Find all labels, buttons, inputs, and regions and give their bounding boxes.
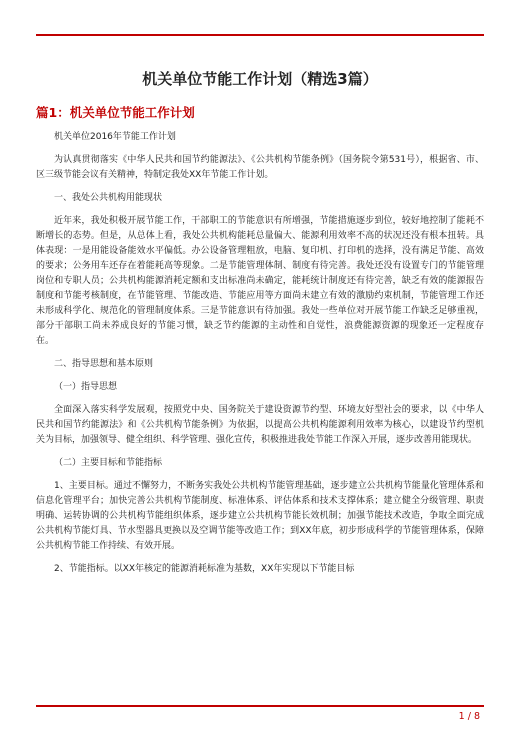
heading-guiding-ideology: （一）指导思想	[54, 382, 118, 392]
paragraph-main-goals: 1、主要目标。通过不懈努力，不断务实我处公共机构节能管理基础，逐步建立公共机构节能量化管理体系和信息化管理平台；加快完善公共机构节能制度、标准体系、评估体系和技术支撑体系；建立健全分级管理、职责明确、运转协调的公共机构节能组织体系，逐步建立公共机构节能长效机制；加强节能技术改造，争取全面完成公共机构节能灯具、节水型器具更换以及空调节能等改造工作；到XX年底，初步形成科学的节能管理体系，保障公共机构节能工作持续、有效开展。	[36, 481, 484, 551]
section-title: 篇1：机关单位节能工作计划	[36, 105, 195, 120]
heading-guiding-principles: 二、指导思想和基本原则	[54, 359, 154, 369]
paragraph-plan-title: 机关单位2016年节能工作计划	[54, 132, 176, 142]
footer-rule	[36, 705, 484, 707]
heading-current-status: 一、我处公共机构用能现状	[54, 193, 163, 203]
paragraph-current-status: 近年来，我处积极开展节能工作，干部职工的节能意识有所增强，节能措施逐步到位，较好地控制了能耗不断增长的态势。但是，从总体上看，我处公共机构能耗总量偏大、能源利用效率不高的状况还没有根本扭转。具体表现：一是用能设备能效水平偏低。办公设备管理粗放，电脑、复印机、打印机的选择，没有满足节能、高效的要求；公务用车还存在着能耗高等现象。二是节能管理体制、制度有待完善。我处还没有设置专门的节能管理岗位和专职人员；公共机构能源消耗定额和支出标准尚未确定，能耗统计制度还有待完善，缺乏有效的能源报告制度和节能考核制度，在节能管理、节能改造、节能应用等方面尚未建立有效的激励约束机制，节能管理工作还未形成科学化、规范化的管理制度体系。三是节能意识有待加强。我处一些单位对开展节能工作缺乏足够重视，部分干部职工尚未养成良好的节能习惯，缺乏节约能源的主动性和自觉性，浪费能源资源的现象还一定程度存在。	[36, 216, 484, 346]
page-number: 1 / 8	[458, 711, 480, 722]
document-title: 机关单位节能工作计划（精选3篇）	[142, 70, 378, 88]
document-body	[36, 68, 484, 585]
paragraph-guiding-ideology: 全面深入落实科学发展观，按照党中央、国务院关于建设资源节约型、环境友好型社会的要求，以《中华人民共和国节约能源法》和《公共机构节能条例》为依据，以提高公共机构能源利用效率为核心，以建设节约型机关为目标，加强领导、健全组织、科学管理、强化宣传，积极推进我处节能工作深入开展，逐步改善用能现状。	[36, 405, 484, 445]
header-rule	[36, 34, 484, 36]
heading-goals-indicators: （二）主要目标和节能指标	[54, 458, 163, 468]
paragraph-intro: 为认真贯彻落实《中华人民共和国节约能源法》、《公共机构节能条例》（国务院令第531号），根据省、市、区三级节能会议有关精神，特制定我处XX年节能工作计划。	[36, 155, 484, 180]
paragraph-energy-indicators: 2、节能指标。以XX年核定的能源消耗标准为基数，XX年实现以下节能目标	[54, 564, 355, 574]
